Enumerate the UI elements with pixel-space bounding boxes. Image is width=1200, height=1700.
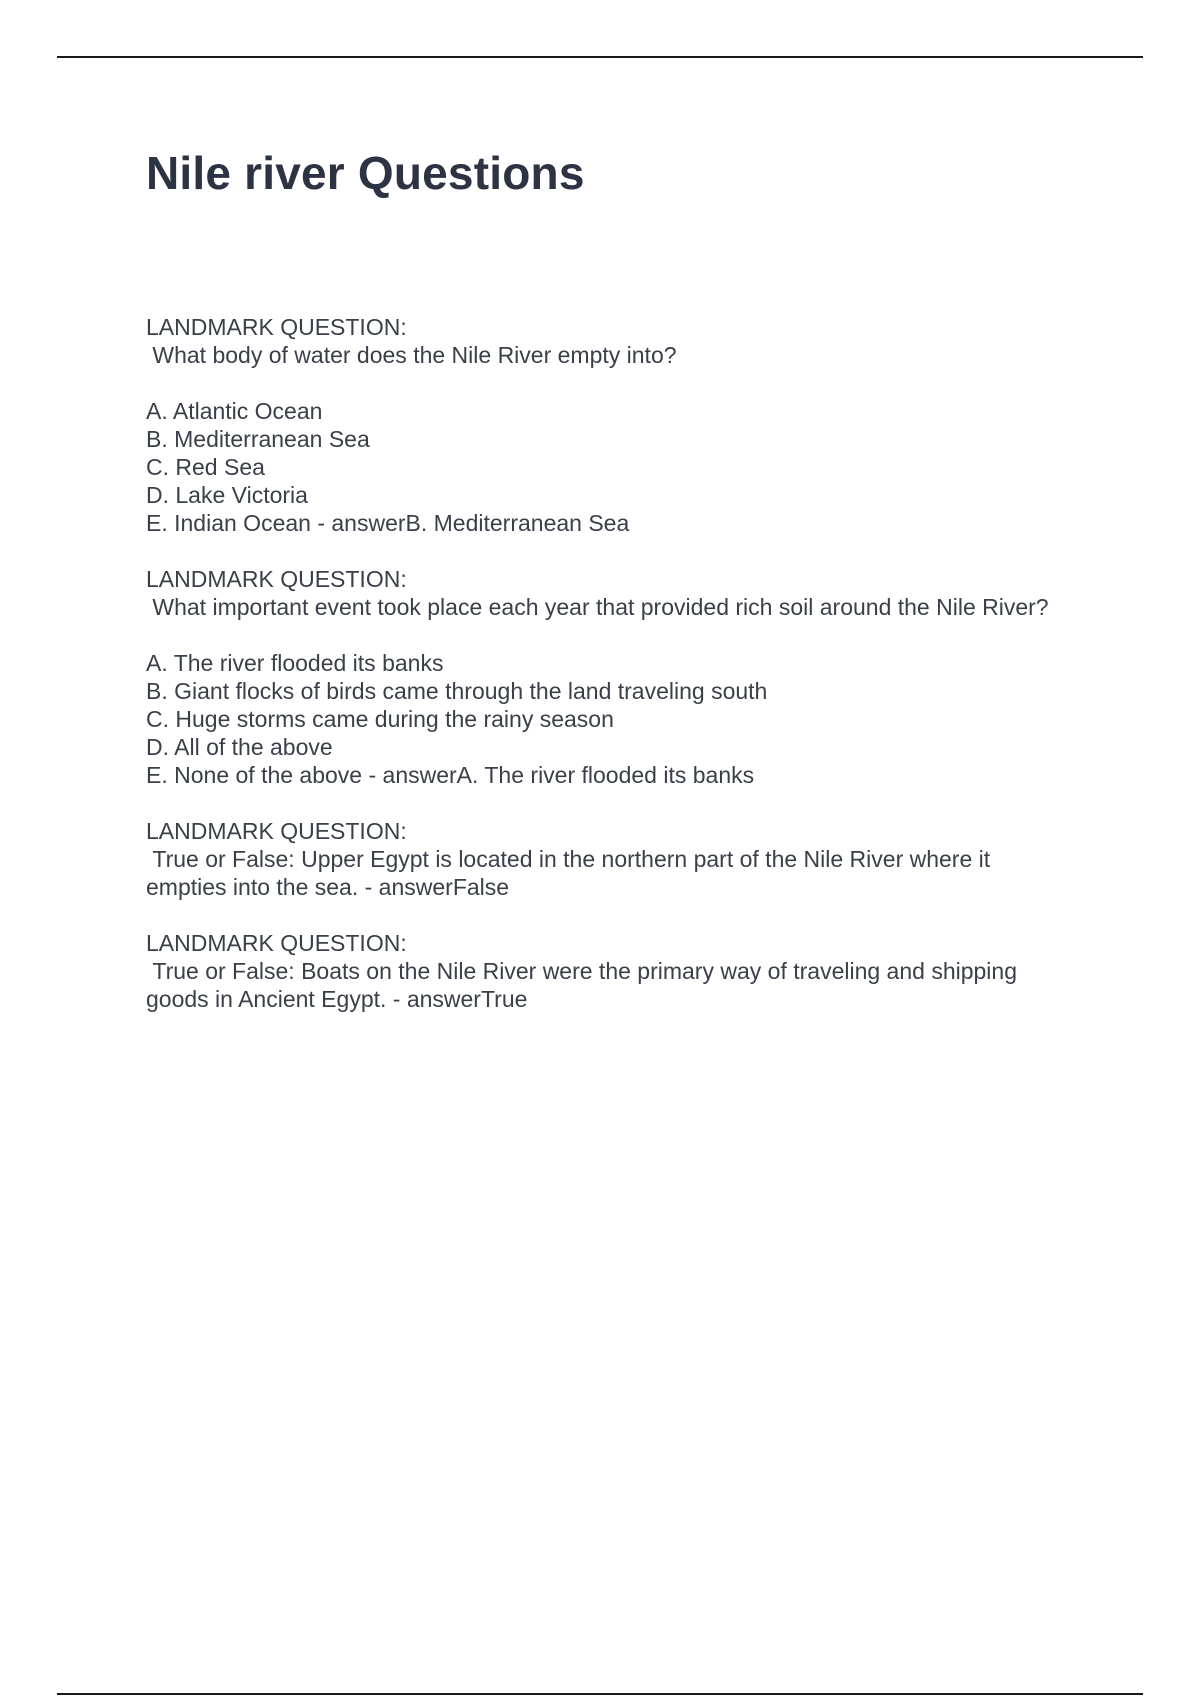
option-c: C. Huge storms came during the rainy season: [146, 706, 614, 732]
bottom-divider: [57, 1693, 1143, 1695]
option-e-with-answer: E. None of the above - answerA. The river flooded its banks: [146, 762, 755, 788]
question-label: LANDMARK QUESTION:: [146, 566, 407, 592]
question-text-with-answer: True or False: Upper Egypt is located in the northern part of the Nile River where it empties into the sea. - answerFalse: [146, 846, 997, 900]
questions-list: [146, 313, 1066, 1041]
question-text-with-answer: True or False: Boats on the Nile River were the primary way of traveling and shipping goods in Ancient Egypt. - answerTrue: [146, 958, 1024, 1012]
option-c: C. Red Sea: [146, 454, 265, 480]
answer-options: [146, 397, 1066, 537]
page-title: Nile river Questions: [146, 147, 585, 199]
answer-options: [146, 649, 1066, 789]
option-b: B. Giant flocks of birds came through the land traveling south: [146, 678, 768, 704]
option-b: B. Mediterranean Sea: [146, 426, 370, 452]
option-d: D. All of the above: [146, 734, 333, 760]
question-text: What important event took place each year that provided rich soil around the Nile River?: [146, 594, 1049, 620]
top-divider: [57, 56, 1143, 58]
option-a: A. Atlantic Ocean: [146, 398, 323, 424]
question-1: [146, 313, 1066, 537]
question-2: [146, 565, 1066, 789]
question-label: LANDMARK QUESTION:: [146, 930, 407, 956]
option-d: D. Lake Victoria: [146, 482, 308, 508]
option-a: A. The river flooded its banks: [146, 650, 444, 676]
question-text: What body of water does the Nile River empty into?: [146, 342, 677, 368]
question-4: [146, 929, 1066, 1013]
question-label: LANDMARK QUESTION:: [146, 818, 407, 844]
option-e-with-answer: E. Indian Ocean - answerB. Mediterranean Sea: [146, 510, 630, 536]
question-label: LANDMARK QUESTION:: [146, 314, 407, 340]
question-3: [146, 817, 1066, 901]
